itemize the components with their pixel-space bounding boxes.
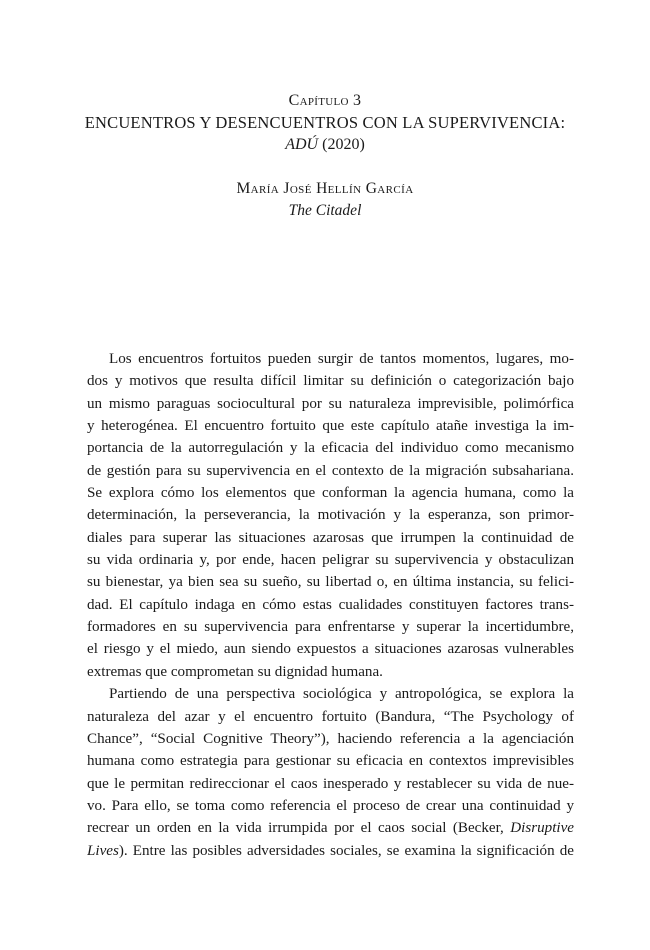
author-name: María José Hellín García xyxy=(236,180,414,197)
body-line: diales para superar las situaciones azarosas que irrumpen la continuidad de xyxy=(87,529,574,546)
body-line xyxy=(87,795,574,817)
film-year: (2020) xyxy=(318,136,365,153)
body-line: Chance”, “Social Cognitive Theory”), haciendo referencia a la agenciación xyxy=(87,730,574,747)
author-affiliation: The Citadel xyxy=(288,202,362,219)
body-line: portancia de la autorregulación y la eficacia del individuo como mecanismo xyxy=(87,440,574,457)
cited-work-title: Lives xyxy=(87,842,119,859)
chapter-label: Capítulo 3 xyxy=(288,92,362,109)
chapter-title: ENCUENTROS Y DESENCUENTROS CON LA SUPERVIVENCIA: xyxy=(84,113,566,132)
chapter-subtitle xyxy=(60,134,590,156)
cited-work-title: Disruptive xyxy=(510,820,574,837)
body-line: dos y motivos que resulta difícil limitar su definición o categorización bajo xyxy=(87,373,574,390)
body-line: determinación, la perseverancia, la motivación y la esperanza, son primor- xyxy=(87,507,574,524)
body-segment: ). Entre las posibles adversidades sociales, se examina la significación de xyxy=(118,842,574,859)
body-line: que le permitan redireccionar el caos inesperado y restablecer su vida de nue- xyxy=(87,775,574,792)
body-line: formadores en su supervivencia para enfrentarse y superar la incertidumbre, xyxy=(87,619,574,636)
body-line: Partiendo de una perspectiva sociológica y antropológica, se explora la xyxy=(109,686,574,703)
body-line: su bienestar, ya bien sea su sueño, su libertad o, en última instancia, su felici- xyxy=(87,574,574,591)
body-line: Se explora cómo los elementos que conforman la agencia humana, como la xyxy=(87,485,574,502)
body-line: naturaleza del azar y el encuentro fortuito (Bandura, “The Psychology of xyxy=(87,708,574,725)
body-line: de gestión para su supervivencia en el contexto de la migración subsahariana. xyxy=(87,462,574,479)
body-segment: vo. Para ello, se toma como referencia el proceso de crear una continuidad y xyxy=(87,797,574,814)
body-text xyxy=(87,348,574,862)
body-line: su vida ordinaria y, por ende, hacen peligrar su supervivencia y obstaculizan xyxy=(87,552,574,569)
body-line: Los encuentros fortuitos pueden surgir de tantos momentos, lugares, mo- xyxy=(109,351,574,367)
body-line: extremas que comprometan su dignidad humana. xyxy=(87,663,383,680)
body-line: humana como estrategia para gestionar su eficacia en contextos imprevisibles xyxy=(87,753,574,770)
film-title: ADÚ xyxy=(285,136,319,153)
body-line: y heterogénea. El encuentro fortuito que este capítulo atañe investiga la im- xyxy=(87,418,574,435)
body-line: dad. El capítulo indaga en cómo estas cualidades constituyen factores trans- xyxy=(87,596,574,613)
body-line xyxy=(87,840,574,862)
body-line: un mismo paraguas sociocultural por su naturaleza imprevisible, polimórfica xyxy=(87,395,574,412)
chapter-header xyxy=(60,90,590,156)
body-segment: recrear un orden en la vida irrumpida por el caos social (Becker, xyxy=(87,820,511,837)
body-line xyxy=(87,817,574,839)
body-line: el riesgo y el miedo, aun siendo expuestos a situaciones azarosas vulnerables xyxy=(87,641,574,658)
author-block xyxy=(60,178,590,222)
